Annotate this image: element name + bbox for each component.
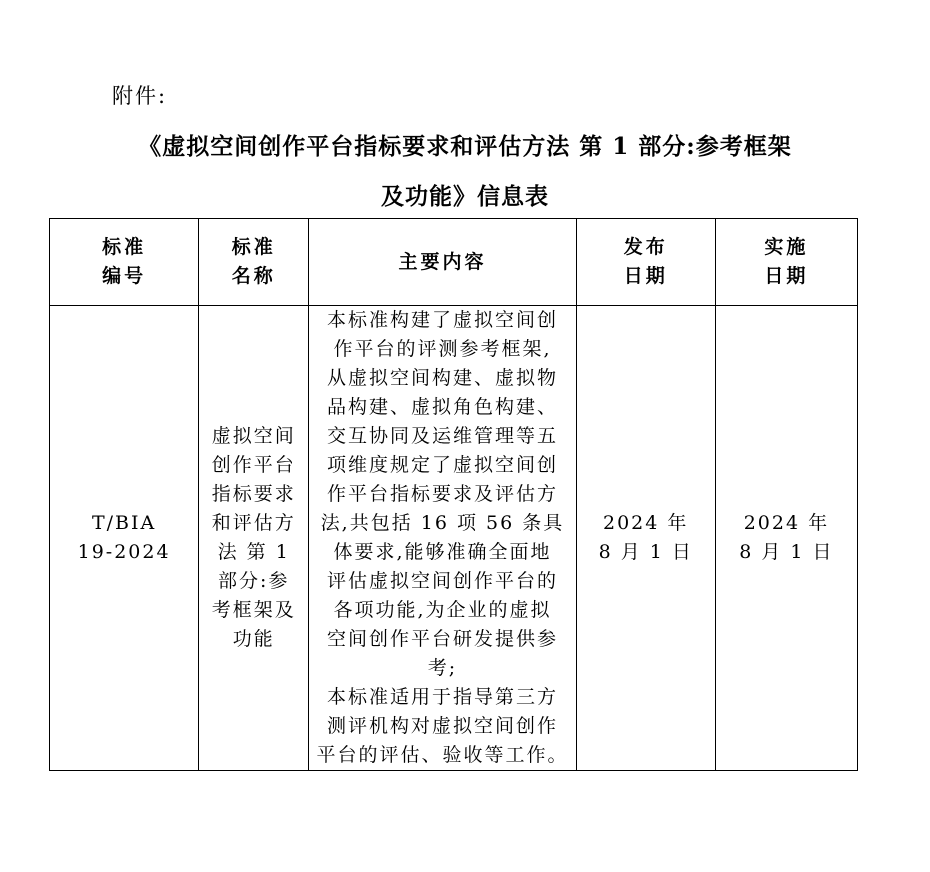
cell-text: 本标准适用于指导第三方 — [326, 686, 558, 708]
cell-text: 部分:参 — [218, 570, 290, 592]
header-standard-name — [199, 219, 309, 306]
cell-text: 功能 — [232, 628, 275, 650]
cell-text: 和评估方 — [211, 512, 296, 534]
main-content-cell — [309, 306, 576, 771]
standard-no-cell — [50, 306, 199, 771]
header-implement-date — [715, 219, 857, 306]
cell-text: 空间创作平台研发提供参 — [326, 628, 558, 650]
attachment-label: 附件: — [112, 84, 168, 108]
cell-text: 考框架及 — [211, 599, 296, 621]
cell-text: 8 月 1 日 — [739, 541, 834, 563]
publish-date-cell — [576, 306, 715, 771]
cell-text: 作平台指标要求及评估方 — [326, 483, 558, 505]
cell-text: 从虚拟空间构建、虚拟物 — [326, 367, 558, 389]
cell-text: 考; — [427, 657, 458, 679]
cell-text: 虚拟空间 — [211, 425, 296, 447]
cell-text: 创作平台 — [211, 454, 296, 476]
standard-name-cell — [199, 306, 309, 771]
cell-text: 2024 年 — [603, 512, 689, 534]
cell-text: T/BIA — [91, 512, 157, 534]
cell-text: 法,共包括 16 项 56 条具 — [320, 512, 565, 534]
cell-text: 19-2024 — [77, 541, 171, 563]
header-text: 名称 — [231, 265, 276, 287]
table-header-row — [50, 219, 858, 306]
standard-info-table — [49, 218, 858, 771]
header-text: 日期 — [623, 265, 668, 287]
cell-text: 2024 年 — [743, 512, 830, 534]
cell-text: 各项功能,为企业的虚拟 — [333, 599, 552, 621]
cell-text: 指标要求 — [211, 483, 296, 505]
header-publish-date — [576, 219, 715, 306]
header-text: 实施 — [764, 236, 809, 258]
cell-text: 品构建、虚拟角色构建、 — [326, 396, 558, 418]
cell-text: 作平台的评测参考框架, — [333, 338, 552, 360]
header-main-content — [309, 219, 576, 306]
header-text: 日期 — [764, 265, 809, 287]
cell-text: 交互协同及运维管理等五 — [326, 425, 558, 447]
header-text: 发布 — [623, 236, 668, 258]
header-text: 标准 — [102, 236, 147, 258]
header-standard-no — [50, 219, 199, 306]
document-title-line-1: 《虚拟空间创作平台指标要求和评估方法 第 1 部分:参考框架 — [138, 133, 792, 160]
cell-text: 测评机构对虚拟空间创作 — [326, 715, 558, 737]
cell-text: 本标准构建了虚拟空间创 — [326, 309, 558, 331]
cell-text: 体要求,能够准确全面地 — [333, 541, 552, 563]
cell-text: 项维度规定了虚拟空间创 — [326, 454, 558, 476]
cell-text: 法 第 1 — [217, 541, 290, 563]
implement-date-cell — [715, 306, 857, 771]
header-text: 编号 — [102, 265, 147, 287]
document-title-line-2: 及功能》信息表 — [381, 183, 549, 210]
cell-text: 平台的评估、验收等工作。 — [316, 744, 569, 766]
header-text: 标准 — [231, 236, 276, 258]
cell-text: 8 月 1 日 — [598, 541, 693, 563]
header-text: 主要内容 — [398, 250, 487, 273]
table-row — [50, 306, 858, 771]
cell-text: 评估虚拟空间创作平台的 — [326, 570, 558, 592]
